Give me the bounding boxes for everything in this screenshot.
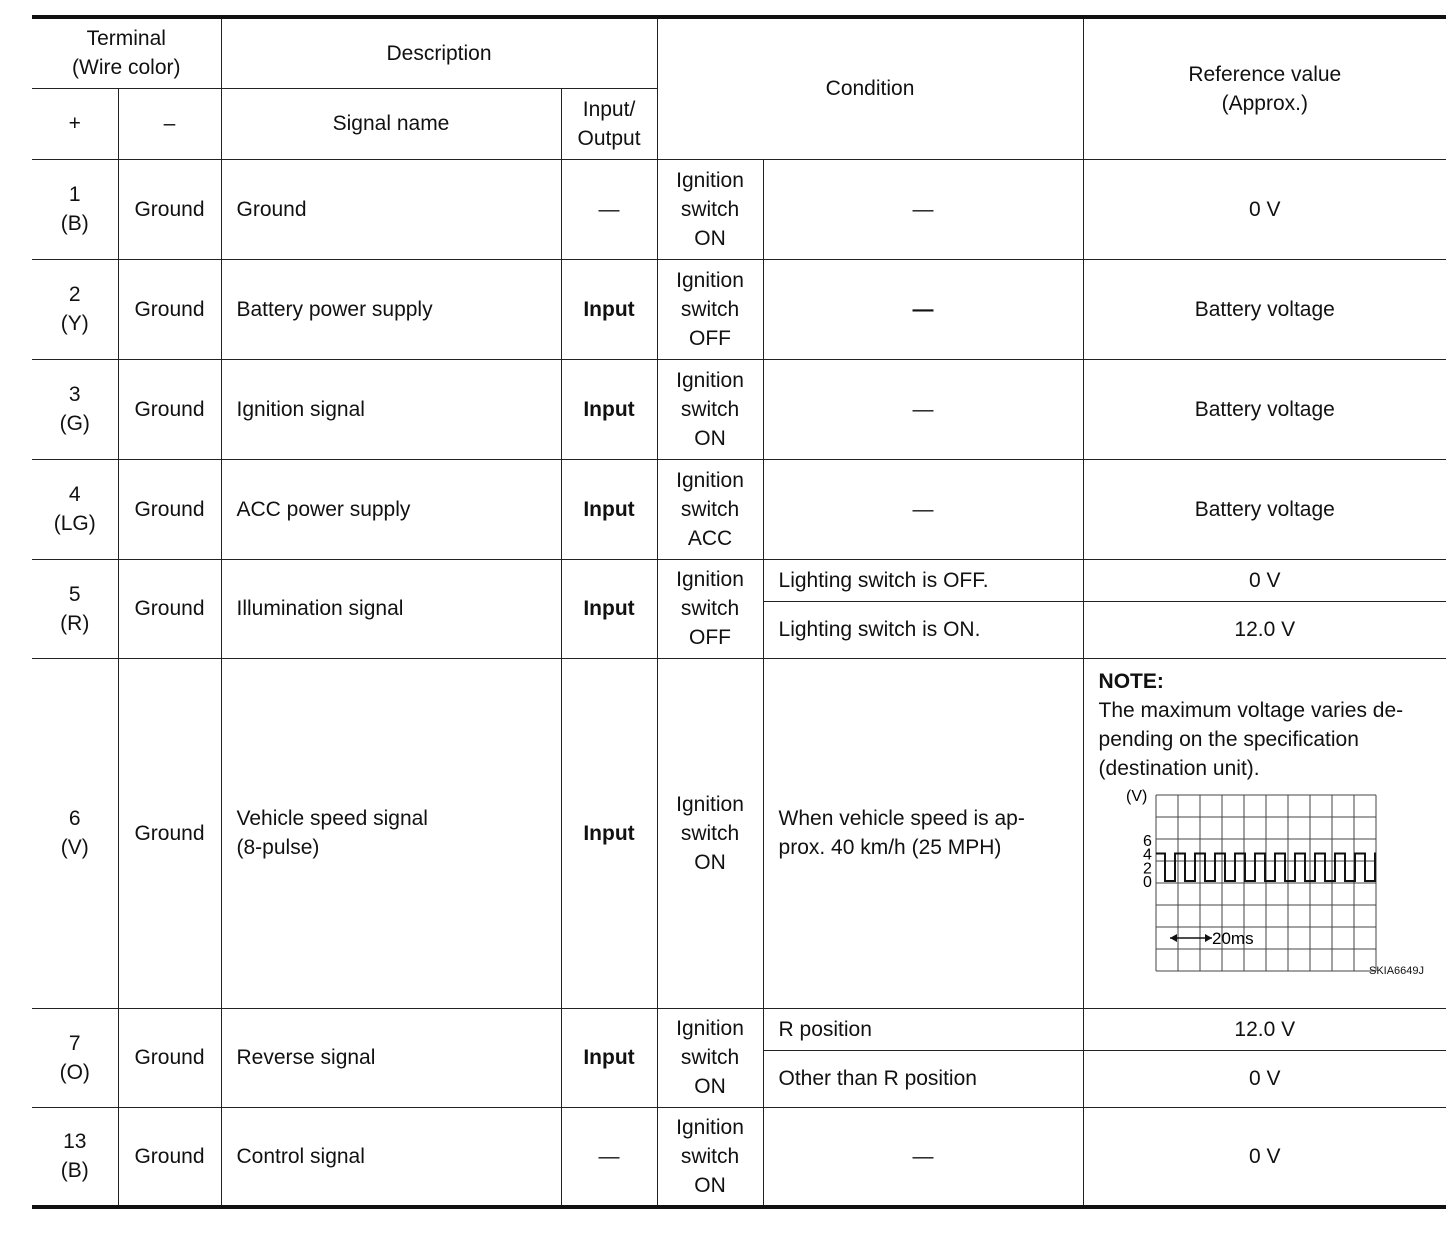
signal-name-header: Signal name — [221, 88, 561, 159]
condition: When vehicle speed is ap- prox. 40 km/h (25 MPH) — [763, 658, 1083, 1008]
input-output: — — [561, 159, 657, 259]
reference-value: 12.0 V — [1083, 1008, 1446, 1050]
figure-code: SKIA6649J — [1368, 964, 1425, 977]
reference-value — [1083, 658, 1446, 1008]
plus-header: + — [32, 88, 118, 159]
condition-header: Condition — [657, 17, 1083, 159]
condition: — — [763, 359, 1083, 459]
minus-terminal: Ground — [118, 1008, 221, 1107]
table-row — [32, 1107, 1446, 1207]
condition: Lighting switch is ON. — [763, 601, 1083, 658]
minus-terminal: Ground — [118, 559, 221, 658]
ignition-state: Ignition switch ON — [657, 159, 763, 259]
signal-name: Vehicle speed signal (8-pulse) — [221, 658, 561, 1008]
input-output: Input — [561, 459, 657, 559]
signal-name: Control signal — [221, 1107, 561, 1207]
condition: Other than R position — [763, 1050, 1083, 1107]
axis-tick-label: 2 — [1142, 859, 1152, 877]
ignition-state: Ignition switch ON — [657, 1008, 763, 1107]
input-output: Input — [561, 559, 657, 658]
reference-value: 0 V — [1083, 159, 1446, 259]
terminal-number: 2 (Y) — [32, 259, 118, 359]
note-text: (destination unit). — [1098, 756, 1260, 780]
reference-value: Battery voltage — [1083, 459, 1446, 559]
condition: Lighting switch is OFF. — [763, 559, 1083, 601]
minus-header: – — [118, 88, 221, 159]
ignition-state: Ignition switch ON — [657, 359, 763, 459]
ignition-state: Ignition switch ACC — [657, 459, 763, 559]
signal-name: Battery power supply — [221, 259, 561, 359]
reference-value: Battery voltage — [1083, 359, 1446, 459]
minus-terminal: Ground — [118, 259, 221, 359]
minus-terminal: Ground — [118, 1107, 221, 1207]
input-output: Input — [561, 1008, 657, 1107]
description-header: Description — [221, 17, 657, 88]
ignition-state: Ignition switch ON — [657, 1107, 763, 1207]
ignition-state: Ignition switch ON — [657, 658, 763, 1008]
terminal-number: 3 (G) — [32, 359, 118, 459]
terminal-number: 5 (R) — [32, 559, 118, 658]
reference-value: Battery voltage — [1083, 259, 1446, 359]
condition: — — [763, 1107, 1083, 1207]
pulse-waveform — [1156, 853, 1376, 881]
minus-terminal: Ground — [118, 359, 221, 459]
reference-value-header: Reference value (Approx.) — [1083, 17, 1446, 159]
signal-name: Reverse signal — [221, 1008, 561, 1107]
condition: — — [763, 159, 1083, 259]
terminal-number: 4 (LG) — [32, 459, 118, 559]
table-row — [32, 559, 1446, 601]
ignition-state: Ignition switch OFF — [657, 559, 763, 658]
signal-name: ACC power supply — [221, 459, 561, 559]
condition: — — [763, 459, 1083, 559]
note-text: The maximum voltage varies de- — [1098, 698, 1404, 722]
table-row — [32, 359, 1446, 459]
time-scale-label: 20ms — [1211, 928, 1254, 948]
signal-name: Ground — [221, 159, 561, 259]
reference-value: 12.0 V — [1083, 601, 1446, 658]
ignition-state: Ignition switch OFF — [657, 259, 763, 359]
axis-tick-label: 4 — [1142, 846, 1152, 863]
waveform-figure — [1099, 783, 1439, 988]
terminal-table — [32, 15, 1446, 1209]
reference-value: 0 V — [1083, 1050, 1446, 1107]
table-row — [32, 658, 1446, 1008]
signal-name: Illumination signal — [221, 559, 561, 658]
terminal-header: Terminal (Wire color) — [32, 17, 221, 88]
note-label: NOTE: — [1098, 669, 1164, 693]
table-row — [32, 1008, 1446, 1050]
input-output-header: Input/ Output — [561, 88, 657, 159]
minus-terminal: Ground — [118, 658, 221, 1008]
time-scale-arrow-right — [1205, 934, 1212, 942]
axis-tick-label: 0 — [1142, 873, 1152, 891]
condition: R position — [763, 1008, 1083, 1050]
signal-name: Ignition signal — [221, 359, 561, 459]
terminal-number: 1 (B) — [32, 159, 118, 259]
reference-value: 0 V — [1083, 559, 1446, 601]
table-row — [32, 159, 1446, 259]
terminal-number: 6 (V) — [32, 658, 118, 1008]
axis-tick-label: 6 — [1142, 832, 1152, 850]
note-text: pending on the specification — [1098, 727, 1359, 751]
reference-value: 0 V — [1083, 1107, 1446, 1207]
terminal-number: 7 (O) — [32, 1008, 118, 1107]
input-output: — — [561, 1107, 657, 1207]
table-row — [32, 259, 1446, 359]
terminal-number: 13 (B) — [32, 1107, 118, 1207]
condition: — — [763, 259, 1083, 359]
input-output: Input — [561, 259, 657, 359]
minus-terminal: Ground — [118, 159, 221, 259]
minus-terminal: Ground — [118, 459, 221, 559]
input-output: Input — [561, 359, 657, 459]
table-row — [32, 459, 1446, 559]
time-scale-arrow-left — [1170, 934, 1177, 942]
axis-unit-label: (V) — [1125, 787, 1147, 805]
input-output: Input — [561, 658, 657, 1008]
